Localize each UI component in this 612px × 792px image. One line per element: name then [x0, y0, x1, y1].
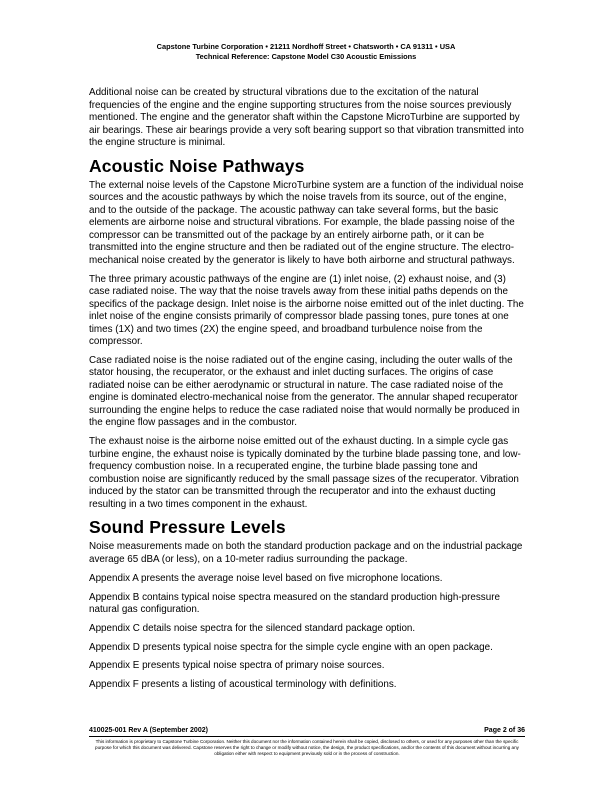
- paragraph-exhaust-noise: The exhaust noise is the airborne noise emitted out of the exhaust ducting. In a simple cycle gas turbine engine, the exhaust noise is typically dominated by the turbine blade passing tone, and low-frequency combustion noise. In a recuperated engine, the turbine blade passing tone and combustion noise are significantly reduced by the small passage sizes of the recuperator. Vibration induced by the stator can be transmitted through the recuperator and into the exhaust ducting resulting in a two times component in the exhaust.: [89, 436, 521, 510]
- paragraph-noise-measurements: Noise measurements made on both the standard production package and on the industrial package average 65 dBA (or less), on a 10-meter radius surrounding the package.: [89, 541, 523, 565]
- paragraph-appendix-d: Appendix D presents typical noise spectra for the simple cycle engine with an open package.: [89, 641, 493, 653]
- paragraph-appendix-a: Appendix A presents the average noise level based on five microphone locations.: [89, 572, 443, 584]
- header-company-address: Capstone Turbine Corporation • 21211 Nordhoff Street • Chatsworth • CA 91311 • USA: [156, 42, 456, 51]
- footer-document-id: 410025-001 Rev A (September 2002): [89, 727, 208, 734]
- footer-row: [89, 726, 525, 737]
- heading-sound-pressure-levels: Sound Pressure Levels: [89, 517, 286, 538]
- page-body: [89, 87, 525, 698]
- paragraph-appendix-b: Appendix B contains typical noise spectra measured on the standard production high-pressure natural gas configuration.: [89, 591, 500, 616]
- page-header: [0, 42, 612, 62]
- paragraph-structural-vibrations: Additional noise can be created by structural vibrations due to the excitation of the natural frequencies of the engine and the engine supporting structures from the noise sources previously mentioned. The engine and the generator shaft within the Capstone MicroTurbine are supported by air bearings. These air bearings provide a very soft bearing support so that vibration transmitted into the engine structure is minimal.: [89, 87, 524, 148]
- heading-acoustic-noise-pathways: Acoustic Noise Pathways: [89, 155, 305, 176]
- footer-page-number: Page 2 of 36: [484, 727, 525, 734]
- paragraph-appendix-e: Appendix E presents typical noise spectra of primary noise sources.: [89, 660, 385, 672]
- paragraph-pathways-overview: The external noise levels of the Capstone MicroTurbine system are a function of the individual noise sources and the acoustic pathways by which the noise travels from its source, out of the engine, and to the outside of the package. The acoustic pathway can take several forms, but the basic elements are airborne noise and structural vibrations. For example, the blade passing noise of the compressor can be transmitted out of the package by an entirely airborne path, or it can be transmitted into the engine structure and then be radiated out of the engine structure. The electro-mechanical noise created by the generator is likely to have both airborne and structural pathways.: [89, 179, 524, 266]
- footer-proprietary-notice: This information is proprietary to Capstone Turbine Corporation. Neither this document nor the information contained herein shall be copied, disclosed to others, or used for any purposes other than the specific purpose for which this document was delivered. Capstone reserves the right to change or modify without notice, the design, the product specifications, and/or the contents of this document without incurring any obligation either with respect to equipment previously sold or in the process of construction.: [95, 738, 519, 756]
- paragraph-appendix-f: Appendix F presents a listing of acoustical terminology with definitions.: [89, 679, 397, 691]
- paragraph-appendix-c: Appendix C details noise spectra for the silenced standard package option.: [89, 622, 416, 634]
- page-footer: [89, 726, 525, 757]
- paragraph-primary-pathways: The three primary acoustic pathways of the engine are (1) inlet noise, (2) exhaust noise, and (3) case radiated noise. The way that the noise travels away from these initial paths depends on the specifics of the package design. Inlet noise is the airborne noise emitted out of the inlet ducting. The inlet noise of the engine consists primarily of compressor blade passing tones, pure tones at one times (1X) and two times (2X) the engine speed, and broadband turbulence noise from the compressor.: [89, 273, 524, 348]
- header-document-title: Technical Reference: Capstone Model C30 Acoustic Emissions: [195, 52, 417, 61]
- paragraph-case-radiated-noise: Case radiated noise is the noise radiated out of the engine casing, including the outer walls of the stator housing, the recuperator, or the exhaust and inlet ducting surfaces. The origins of case radiated noise can be either aerodynamic or structural in nature. The case radiated noise of the engine is dominated electro-mechanical noise from the generator. The annular shaped recuperator surrounding the engine helps to reduce the case radiated noise that would normally be produced in the engine flow passages and in the combustor.: [89, 354, 520, 429]
